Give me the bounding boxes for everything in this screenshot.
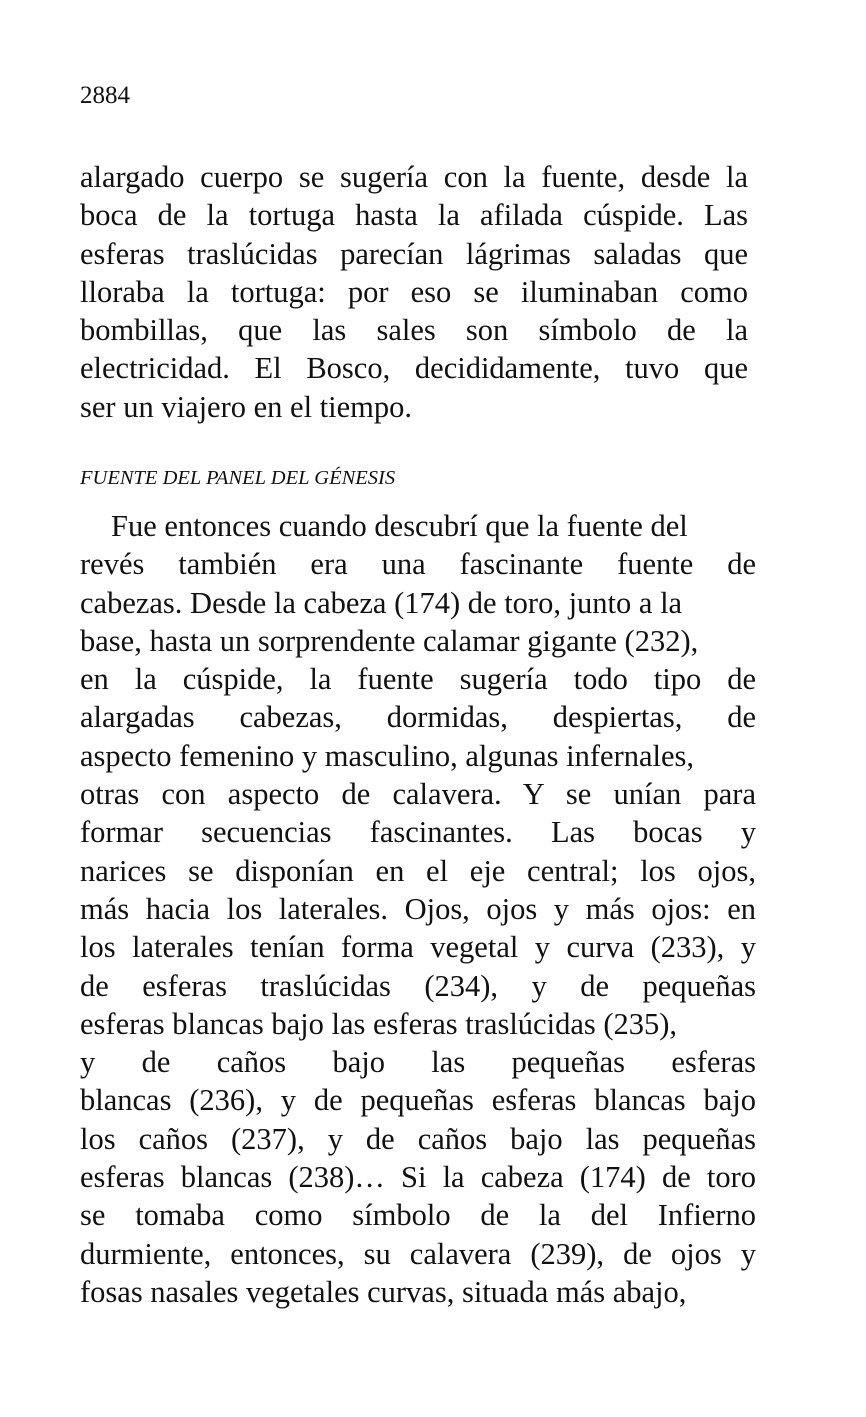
text-line: Fue entonces cuando descubrí que la fuente del [111, 509, 688, 543]
text-line: y de caños bajo las pequeñas esferas [80, 1045, 756, 1080]
text-line: aspecto femenino y masculino, algunas infernales, [80, 738, 695, 773]
text-line: electricidad. El Bosco, decididamente, tuvo que [80, 351, 748, 386]
text-line: blancas (236), y de pequeñas esferas blancas bajo [80, 1083, 756, 1118]
body-paragraph-1 [80, 158, 748, 426]
text-line: bombillas, que las sales son símbolo de la [80, 313, 748, 348]
text-line: ser un viajero en el tiempo. [80, 389, 413, 424]
text-line: durmiente, entonces, su calavera (239), de ojos y [80, 1236, 756, 1271]
body-paragraph-2 [80, 507, 756, 1311]
text-line: esferas blancas bajo las esferas traslúcidas (235), [80, 1006, 678, 1041]
text-line: alargadas cabezas, dormidas, despiertas, de [80, 700, 756, 735]
text-line: fosas nasales vegetales curvas, situada más abajo, [80, 1274, 687, 1309]
text-line: base, hasta un sorprendente calamar gigante (232), [80, 623, 699, 658]
text-line: lloraba la tortuga: por eso se iluminaban como [80, 274, 748, 309]
text-line: boca de la tortuga hasta la afilada cúspide. Las [80, 198, 748, 233]
text-line: de esferas traslúcidas (234), y de pequeñas [80, 968, 756, 1003]
text-line: en la cúspide, la fuente sugería todo tipo de [80, 662, 756, 697]
section-heading: FUENTE DEL PANEL DEL GÉNESIS [80, 467, 396, 489]
page-number: 2884 [80, 82, 130, 109]
text-line: esferas traslúcidas parecían lágrimas saladas que [80, 236, 748, 271]
text-line: esferas blancas (238)… Si la cabeza (174) de toro [80, 1160, 756, 1195]
text-line: alargado cuerpo se sugería con la fuente, desde la [80, 160, 748, 194]
text-line: se tomaba como símbolo de la del Infierno [80, 1198, 756, 1233]
text-line: revés también era una fascinante fuente de [80, 547, 756, 582]
text-line: los caños (237), y de caños bajo las pequeñas [80, 1121, 756, 1156]
text-line: cabezas. Desde la cabeza (174) de toro, junto a la [80, 585, 683, 620]
text-line: formar secuencias fascinantes. Las bocas y [80, 815, 756, 850]
text-line: otras con aspecto de calavera. Y se unían para [80, 777, 756, 812]
text-line: narices se disponían en el eje central; los ojos, [80, 853, 756, 888]
text-line: los laterales tenían forma vegetal y curva (233), y [80, 930, 756, 965]
text-line: más hacia los laterales. Ojos, ojos y más ojos: en [80, 891, 756, 926]
